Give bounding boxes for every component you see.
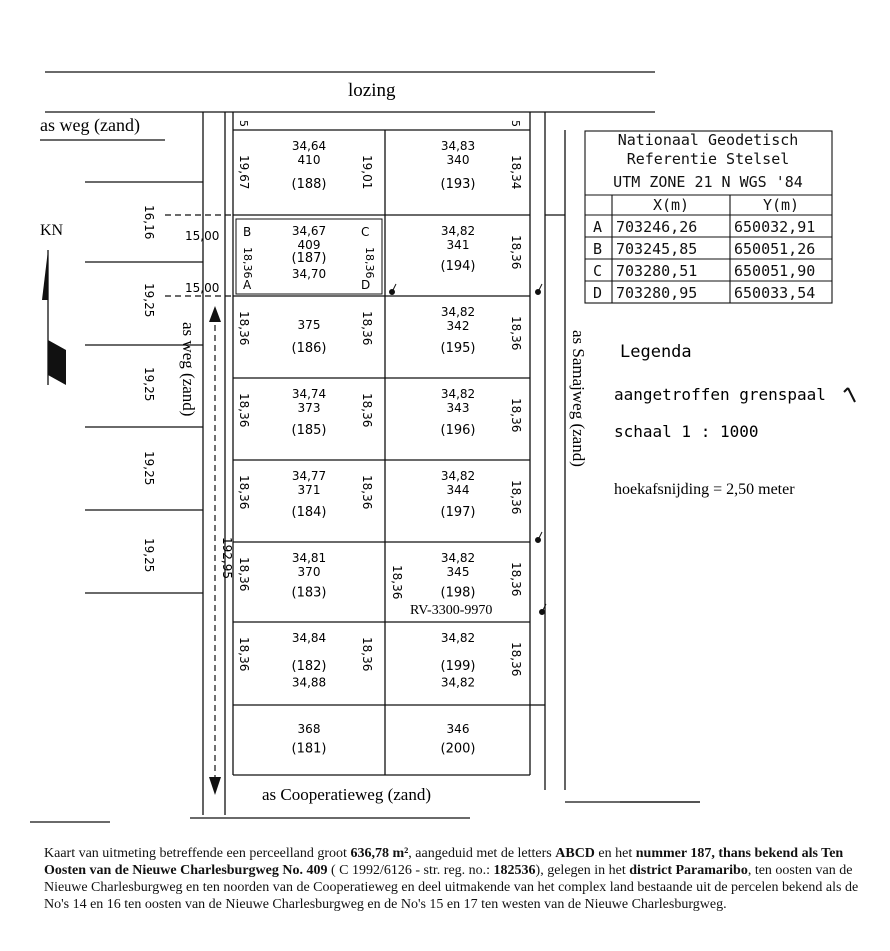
left-dim: 19,25 (142, 538, 156, 573)
parcel-width: 34,88 (291, 675, 327, 690)
parcel-id: (188) (291, 176, 327, 192)
side-dim: 18,36 (509, 480, 523, 515)
parcel-id: (194) (440, 259, 476, 275)
parcel-id: (200) (440, 741, 476, 757)
parcel-width: 34,82 (440, 224, 476, 238)
corner-c: C (361, 225, 370, 239)
samajweg-label: as Samajweg (zand) (569, 330, 588, 467)
legend-scale: schaal 1 : 1000 (614, 422, 759, 441)
row-y: 650051,90 (734, 262, 816, 280)
map-caption: Kaart van uitmeting betreffende een perceelland groot 636,78 m², aangeduid met de letters ABCD en het nummer 187, thans bekend als Ten Oosten van de Nieuwe Charlesburgweg No. 409 ( C 1992/6126 - str. reg. no.: 182536), gelegen in het district Paramaribo, ten oosten van de Nieuwe Charlesburgweg en ten noorden van de Cooperatieweg en deel uitmakende van het complex land bestaande uit de percelen bekend als de No's 14 en 16 ten oosten van de Nieuwe Charlesburgweg en de No's 15 en 17 ten westen van de Nieuwe Charlesburgweg. (44, 846, 859, 912)
lozing-label: lozing (348, 80, 396, 101)
rv-label: RV-3300-9970 (410, 603, 493, 618)
parcel-width: 34,84 (291, 631, 327, 645)
side-dim: 18,36 (237, 475, 251, 510)
parcel-id: (199) (440, 659, 476, 675)
offset-dim: 15,00 (185, 281, 220, 295)
parcel-number: 373 (297, 401, 321, 415)
row-point: D (593, 284, 603, 302)
parcel-width: 34,82 (440, 469, 476, 483)
parcel-number: 340 (446, 153, 470, 167)
parcel-id: (193) (440, 176, 476, 192)
parcel-width: 34,82 (440, 675, 476, 690)
left-dim: 19,25 (142, 367, 156, 402)
row-x: 703245,85 (616, 240, 698, 258)
parcel-number: 371 (297, 483, 321, 497)
side-dim: 5 (509, 120, 522, 127)
as-weg-side-label: as weg (zand) (179, 322, 198, 417)
left-dim: 16,16 (142, 205, 156, 240)
side-dim: 19,01 (360, 155, 374, 190)
legend-title: Legenda (620, 342, 692, 362)
side-dim: 18,36 (390, 565, 404, 600)
corner-b: B (243, 225, 252, 239)
parcel-number: 342 (446, 319, 470, 333)
side-dim: 18,36 (509, 316, 523, 351)
parcel-number: 370 (297, 565, 321, 579)
parcel-number: 375 (297, 317, 321, 332)
parcel-number: 410 (297, 153, 321, 167)
side-dim: 18,36 (363, 247, 376, 279)
side-dim: 18,36 (237, 393, 251, 428)
parcel-id: (195) (440, 340, 476, 356)
table-title-1: Nationaal Geodetisch (617, 131, 799, 149)
north-arrow-icon (42, 250, 66, 385)
side-dim: 18,36 (360, 637, 374, 672)
parcel-number: 344 (446, 483, 470, 497)
side-dim: 18,36 (237, 637, 251, 672)
boundary-post-legend-icon (844, 388, 855, 402)
parcel-id: (182) (291, 659, 327, 675)
corner-a: A (243, 278, 252, 292)
corner-d: D (361, 278, 371, 292)
arrow-down-icon (209, 777, 221, 795)
cooperatieweg-label: as Cooperatieweg (zand) (262, 785, 431, 804)
col-x-header: X(m) (652, 196, 690, 214)
row-y: 650051,26 (734, 240, 816, 258)
side-dim: 18,36 (237, 557, 251, 592)
parcel-number: 343 (446, 401, 470, 415)
side-dim: 19,67 (237, 155, 251, 190)
parcel-id: (183) (291, 585, 327, 601)
parcel-width: 34,74 (291, 387, 327, 401)
row-point: B (593, 240, 603, 258)
side-dim: 18,36 (360, 311, 374, 346)
as-weg-top-label: as weg (zand) (40, 115, 140, 135)
parcel-number: 368 (297, 722, 321, 736)
total-length-label: 192,95 (220, 537, 234, 579)
side-dim: 18,36 (509, 398, 523, 433)
legend-item-grenspaal: aangetroffen grenspaal (614, 385, 826, 404)
row-x: 703280,95 (616, 284, 698, 302)
table-title-3: UTM ZONE 21 N WGS '84 (613, 173, 803, 191)
row-x: 703280,51 (616, 262, 698, 280)
parcel-id: (181) (291, 741, 327, 757)
side-dim: 18,36 (360, 393, 374, 428)
parcel-width: 34,82 (440, 551, 476, 565)
parcel-id: (187) (291, 250, 327, 266)
parcel-width: 34,81 (291, 551, 327, 565)
parcel-number: 409 (297, 238, 321, 252)
parcel-width: 34,70 (291, 267, 327, 282)
parcel-width: 34,82 (440, 387, 476, 401)
row-point: A (593, 218, 603, 236)
side-dim: 18,36 (509, 562, 523, 597)
parcel-id: (184) (291, 504, 327, 520)
parcel-width: 34,82 (440, 631, 476, 645)
parcel-id: (198) (440, 585, 476, 601)
side-dim: 18,36 (360, 475, 374, 510)
row-y: 650032,91 (734, 218, 816, 236)
parcel-number: 345 (446, 565, 470, 579)
arrow-up-icon (209, 306, 221, 322)
parcel-width: 34,83 (440, 139, 476, 153)
legend-corner-cut: hoekafsnijding = 2,50 meter (614, 481, 795, 498)
parcel-id: (197) (440, 504, 476, 520)
parcel-number: 346 (446, 722, 470, 736)
offset-dim: 15,00 (185, 229, 220, 243)
parcel-id: (185) (291, 422, 327, 438)
side-dim: 5 (237, 120, 250, 127)
parcel-width: 34,64 (291, 139, 327, 153)
parcel-id: (186) (291, 340, 327, 356)
left-dim: 19,25 (142, 451, 156, 486)
parcel-id: (196) (440, 422, 476, 438)
side-dim: 18,36 (509, 235, 523, 270)
table-title-2: Referentie Stelsel (626, 150, 790, 168)
row-x: 703246,26 (616, 218, 698, 236)
side-dim: 18,36 (509, 642, 523, 677)
side-dim: 18,34 (509, 155, 523, 190)
side-dim: 18,36 (241, 247, 254, 279)
col-y-header: Y(m) (762, 196, 800, 214)
kn-label: KN (40, 222, 64, 239)
row-point: C (593, 262, 603, 280)
parcel-width: 34,82 (440, 305, 476, 319)
left-dim: 19,25 (142, 283, 156, 318)
parcel-number: 341 (446, 238, 470, 252)
parcel-width: 34,77 (291, 469, 327, 483)
parcel-width: 34,67 (291, 224, 327, 238)
row-y: 650033,54 (734, 284, 816, 302)
side-dim: 18,36 (237, 311, 251, 346)
